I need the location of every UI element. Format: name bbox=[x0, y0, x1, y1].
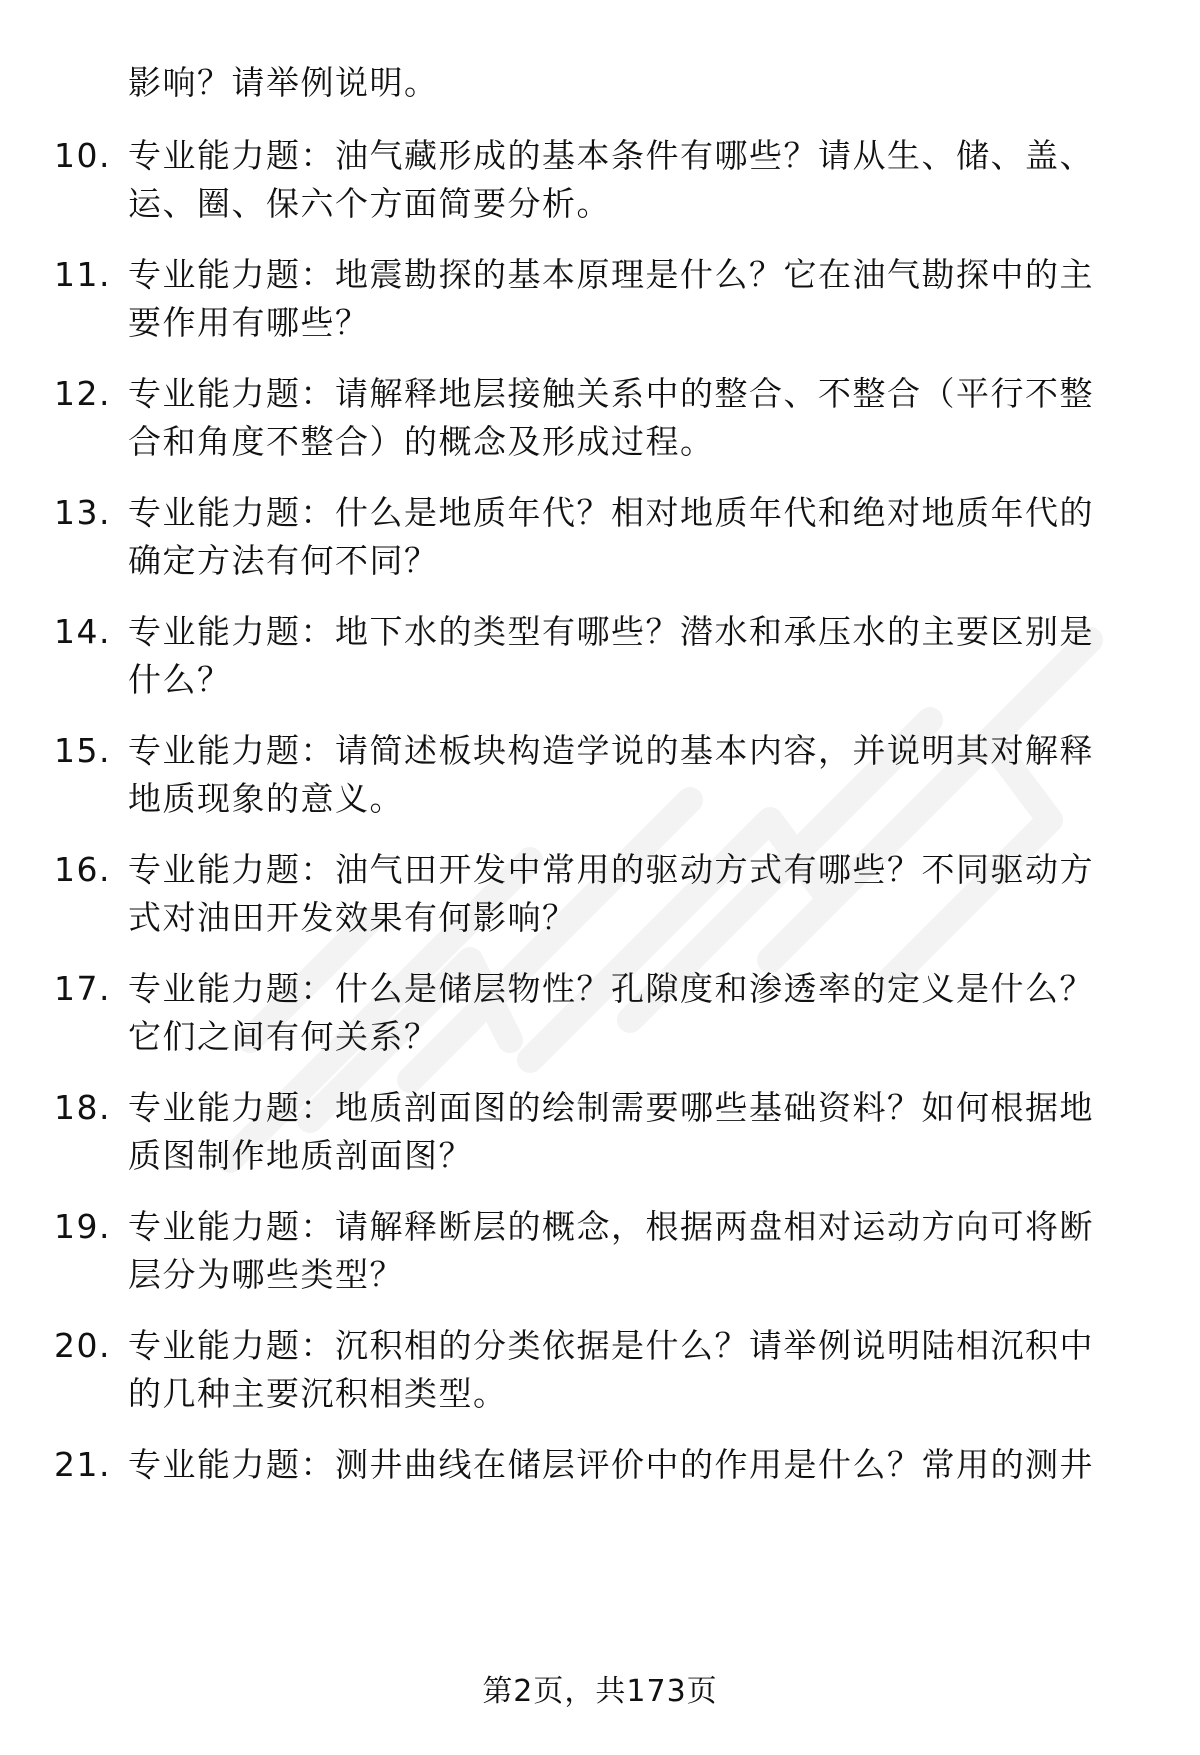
question-number: 18. bbox=[54, 1088, 111, 1127]
question-text-line1: 专业能力题：测井曲线在储层评价中的作用是什么？常用的测井 bbox=[128, 1445, 1094, 1484]
question-text-line1: 专业能力题：请解释地层接触关系中的整合、不整合（平行不整 bbox=[128, 374, 1094, 413]
question-number: 12. bbox=[54, 374, 111, 413]
question-text-line2: 地质现象的意义。 bbox=[128, 779, 404, 818]
question-text-line1: 专业能力题：地震勘探的基本原理是什么？它在油气勘探中的主 bbox=[128, 255, 1094, 294]
question-number: 20. bbox=[54, 1326, 111, 1365]
question-text-line2: 确定方法有何不同？ bbox=[128, 541, 439, 580]
question-number: 17. bbox=[54, 969, 111, 1008]
question-text-line1: 专业能力题：地质剖面图的绘制需要哪些基础资料？如何根据地 bbox=[128, 1088, 1094, 1127]
question-text-line2: 质图制作地质剖面图？ bbox=[128, 1136, 473, 1175]
question-text-line1: 专业能力题：什么是地质年代？相对地质年代和绝对地质年代的 bbox=[128, 493, 1094, 532]
question-text-line2: 它们之间有何关系？ bbox=[128, 1017, 439, 1056]
question-text-line1: 专业能力题：请简述板块构造学说的基本内容，并说明其对解释 bbox=[128, 731, 1094, 770]
question-text-line1: 专业能力题：什么是储层物性？孔隙度和渗透率的定义是什么？ bbox=[128, 969, 1094, 1008]
question-text-line1: 专业能力题：请解释断层的概念，根据两盘相对运动方向可将断 bbox=[128, 1207, 1094, 1246]
question-text-line2: 的几种主要沉积相类型。 bbox=[128, 1374, 508, 1413]
question-text-line2: 什么？ bbox=[128, 660, 232, 699]
question-number: 11. bbox=[54, 255, 111, 294]
question-number: 19. bbox=[54, 1207, 111, 1246]
continuation-text: 影响？请举例说明。 bbox=[128, 63, 439, 102]
question-text-line2: 式对油田开发效果有何影响？ bbox=[128, 898, 577, 937]
question-number: 10. bbox=[54, 136, 111, 175]
question-number: 16. bbox=[54, 850, 111, 889]
question-text-line2: 运、圈、保六个方面简要分析。 bbox=[128, 184, 611, 223]
question-text-line1: 专业能力题：沉积相的分类依据是什么？请举例说明陆相沉积中 bbox=[128, 1326, 1094, 1365]
page-footer: 第2页，共173页 bbox=[482, 1674, 718, 1709]
question-text-line1: 专业能力题：油气藏形成的基本条件有哪些？请从生、储、盖、 bbox=[128, 136, 1094, 175]
question-text-line2: 层分为哪些类型？ bbox=[128, 1255, 404, 1294]
question-number: 15. bbox=[54, 731, 111, 770]
question-text-line1: 专业能力题：地下水的类型有哪些？潜水和承压水的主要区别是 bbox=[128, 612, 1094, 651]
question-number: 14. bbox=[54, 612, 111, 651]
question-number: 13. bbox=[54, 493, 111, 532]
question-text-line1: 专业能力题：油气田开发中常用的驱动方式有哪些？不同驱动方 bbox=[128, 850, 1094, 889]
question-text-line2: 合和角度不整合）的概念及形成过程。 bbox=[128, 422, 715, 461]
question-text-line2: 要作用有哪些？ bbox=[128, 303, 370, 342]
question-number: 21. bbox=[54, 1445, 111, 1484]
